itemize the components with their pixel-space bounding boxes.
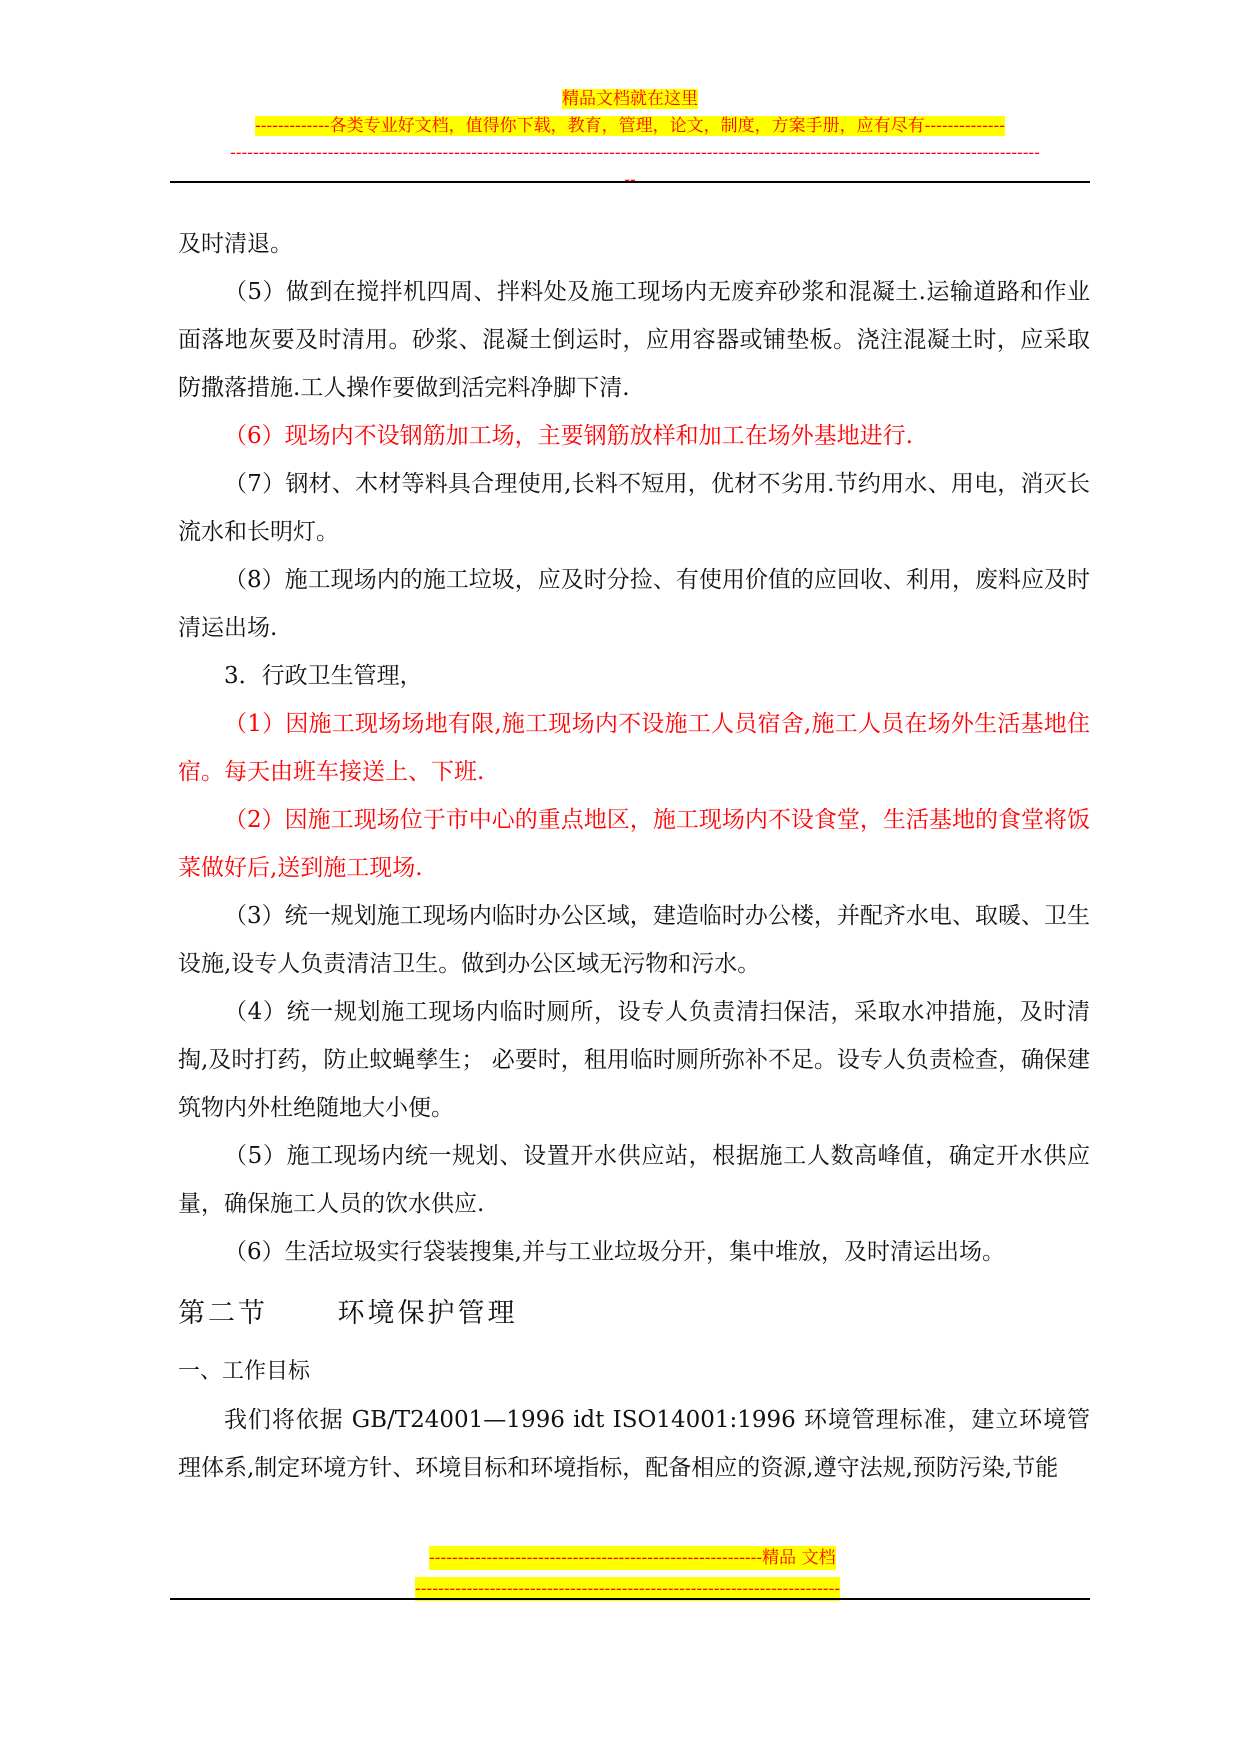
footer-line-1: ----------------------------------------------------------精品 文档	[429, 1548, 836, 1568]
header-title: 精品文档就在这里	[562, 89, 698, 109]
paragraph: （3）统一规划施工现场内临时办公区域，建造临时办公楼，并配齐水电、取暖、卫生设施,设专人负责清洁卫生。做到办公区域无污物和污水。	[178, 903, 1090, 977]
paragraph: （8）施工现场内的施工垃圾，应及时分捡、有使用价值的应回收、利用，废料应及时清运出场.	[178, 567, 1090, 641]
header-dash-tail: --	[624, 170, 636, 190]
paragraph: （7）钢材、木材等料具合理使用,长料不短用，优材不劣用.节约用水、用电，消灭长流水和长明灯。	[178, 471, 1090, 545]
paragraph-highlighted: （1）因施工现场场地有限,施工现场内不设施工人员宿舍,施工人员在场外生活基地住宿。每天由班车接送上、下班.	[178, 711, 1090, 785]
section-title: 第二节 环境保护管理	[178, 1298, 518, 1329]
paragraph-highlighted: （2）因施工现场位于市中心的重点地区，施工现场内不设食堂，生活基地的食堂将饭菜做好后,送到施工现场.	[178, 807, 1090, 881]
header-rule	[170, 181, 1090, 183]
paragraph: （6）生活垃圾实行袋装搜集,并与工业垃圾分开，集中堆放，及时清运出场。	[224, 1239, 1005, 1265]
document-body	[178, 220, 1090, 1492]
paragraph: 及时清退。	[178, 231, 293, 257]
list-heading: 3．行政卫生管理，	[224, 663, 423, 689]
footer-line-2: --------------------------------------------------------------------------	[415, 1579, 841, 1599]
paragraph: （4）统一规划施工现场内临时厕所，设专人负责清扫保洁，采取水冲措施，及时清掏,及时打药，防止蚊蝇孳生； 必要时，租用临时厕所弥补不足。设专人负责检查，确保建筑物内外杜绝随地大小便。	[178, 999, 1090, 1121]
paragraph: 我们将依据 GB/T24001—1996 idt ISO14001:1996 环境管理标准，建立环境管理体系,制定环境方针、环境目标和环境指标，配备相应的资源,遵守法规,预防污染,节能	[178, 1407, 1090, 1481]
paragraph: （5）做到在搅拌机四周、拌料处及施工现场内无废弃砂浆和混凝土.运输道路和作业面落地灰要及时清用。砂浆、混凝土倒运时，应用容器或铺垫板。浇注混凝土时，应采取防撒落措施.工人操作要做到活完料净脚下清.	[178, 279, 1090, 401]
page-header	[170, 86, 1090, 194]
footer-rule	[170, 1598, 1090, 1600]
paragraph-highlighted: （6）现场内不设钢筋加工场，主要钢筋放样和加工在场外基地进行.	[224, 423, 913, 449]
paragraph: （5）施工现场内统一规划、设置开水供应站，根据施工人数高峰值，确定开水供应量，确保施工人员的饮水供应.	[178, 1143, 1090, 1217]
header-dash-line: ---------------------------------------------------------------------------------------------------------------------------------------------	[230, 143, 1040, 163]
header-slogan: -------------各类专业好文档，值得你下载，教育，管理，论文，制度，方案手册，应有尽有--------------	[254, 116, 1006, 136]
subsection-title: 一、工作目标	[178, 1359, 311, 1384]
